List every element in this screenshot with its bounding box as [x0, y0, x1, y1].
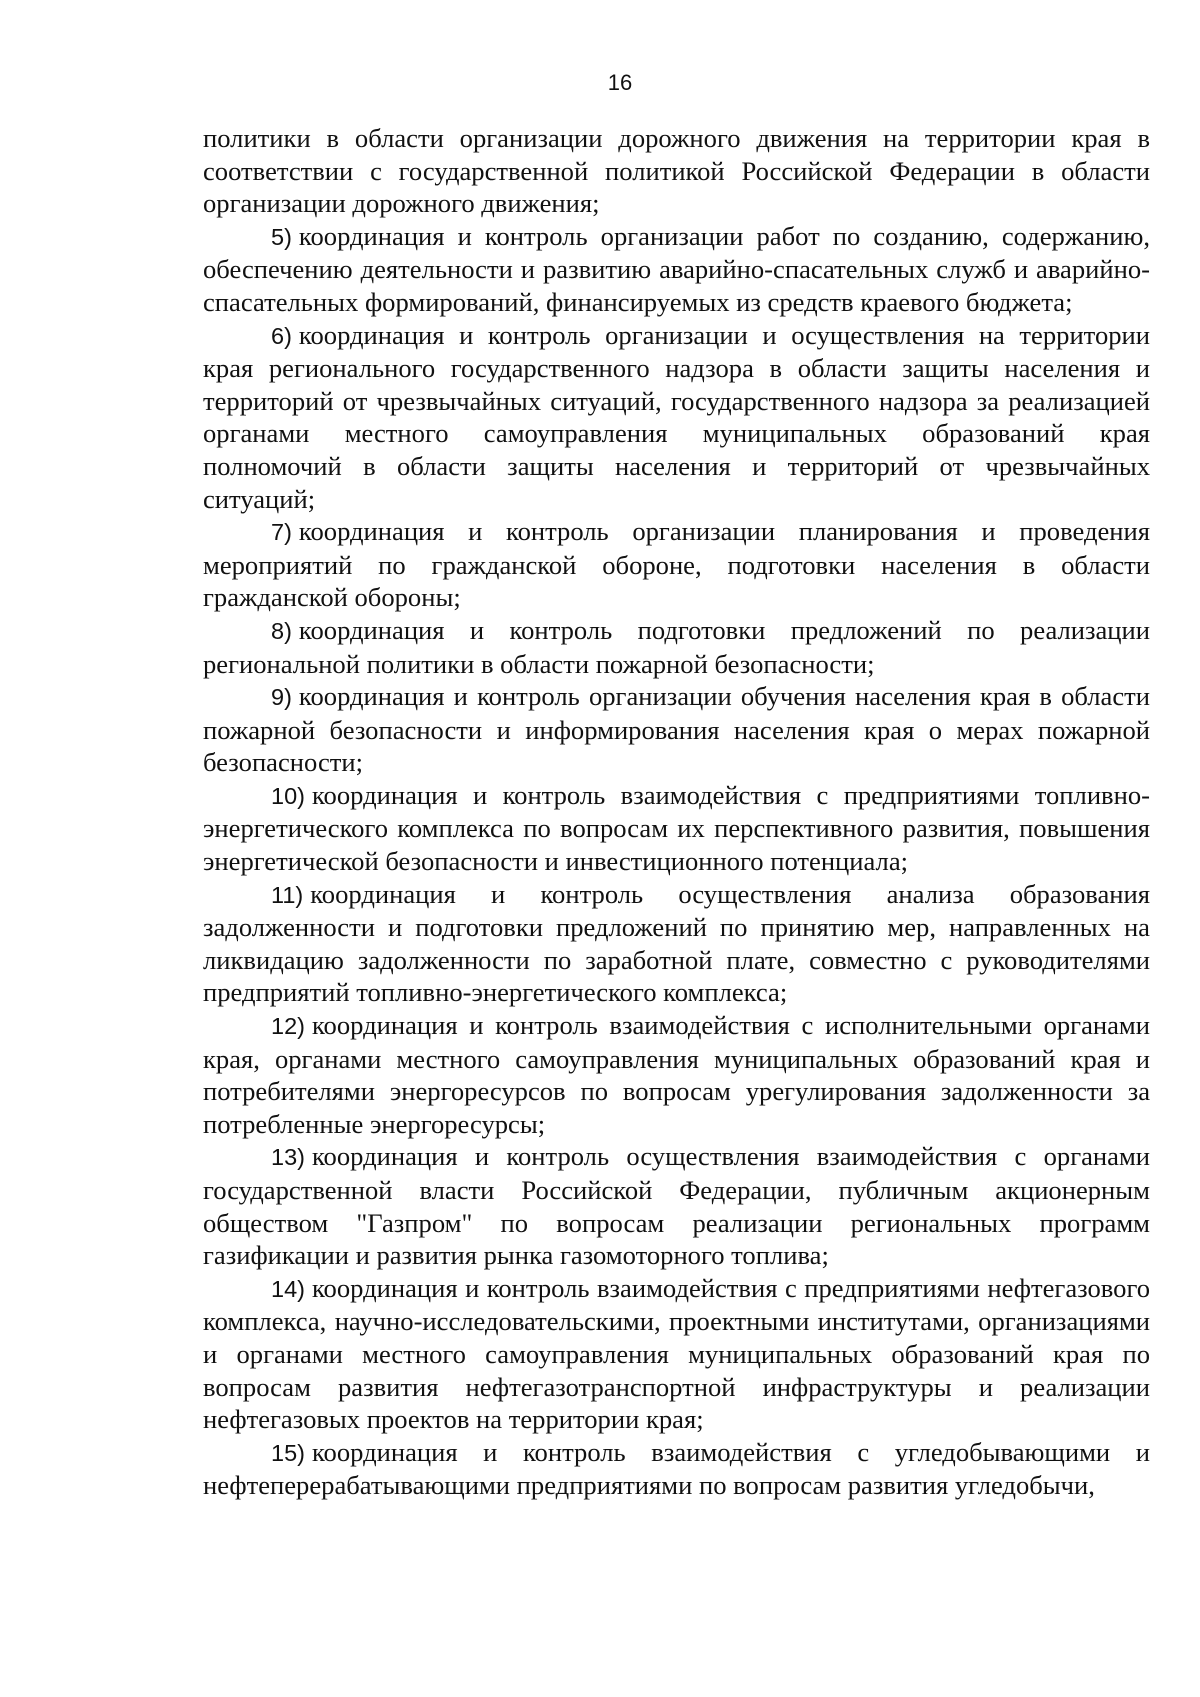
- list-item-number: 7): [271, 519, 292, 546]
- list-item-number: 15): [271, 1439, 305, 1466]
- list-item-text: координация и контроль взаимодействия с предприятиями топливно-энергетического комплекса по вопросам их перспективного развития, повышения энергетической безопасности и инвестиционного потенциала;: [203, 779, 1150, 877]
- list-item-text: координация и контроль подготовки предложений по реализации региональной политики в области пожарной безопасности;: [203, 614, 1150, 679]
- list-item-number: 12): [271, 1013, 305, 1040]
- list-item-6: [203, 319, 1150, 516]
- paragraph-continuation: [203, 122, 1150, 220]
- paragraph-text: политики в области организации дорожного движения на территории края в соответствии с государственной политикой Российской Федерации в области организации дорожного движения;: [203, 123, 1150, 219]
- list-item-number: 8): [271, 617, 292, 644]
- list-item-9: [203, 680, 1150, 779]
- list-item-text: координация и контроль осуществления анализа образования задолженности и подготовки предложений по принятию мер, направленных на ликвидацию задолженности по заработной плате, совместно с руководителями предприятий топливно-энергетического комплекса;: [203, 878, 1150, 1008]
- list-item-14: [203, 1272, 1150, 1436]
- list-item-text: координация и контроль осуществления взаимодействия с органами государственной власти Российской Федерации, публичным акционерным обществом "Газпром" по вопросам реализации региональных программ газификации и развития рынка газомоторного топлива;: [203, 1141, 1150, 1271]
- list-item-text: координация и контроль организации и осуществления на территории края регионального государственного надзора в области защиты населения и территорий от чрезвычайных ситуаций, государственного надзора за реализацией органами местного самоуправления муниципальных образований края полномочий в области защиты населения и территорий от чрезвычайных ситуаций;: [203, 319, 1150, 514]
- list-item-text: координация и контроль организации работ по созданию, содержанию, обеспечению деятельности и развитию аварийно-спасательных служб и аварийно-спасательных формирований, финансируемых из средств краевого бюджета;: [203, 220, 1150, 317]
- list-item-text: координация и контроль организации обучения населения края в области пожарной безопасности и информирования населения края о мерах пожарной безопасности;: [203, 681, 1150, 778]
- list-item-number: 6): [271, 322, 292, 349]
- list-item-text: координация и контроль взаимодействия с исполнительными органами края, органами местного самоуправления муниципальных образований края и потребителями энергоресурсов по вопросам урегулирования задолженности за потребленные энергоресурсы;: [203, 1010, 1150, 1139]
- list-item-8: [203, 614, 1150, 680]
- list-item-number: 5): [271, 223, 292, 250]
- document-body: [203, 122, 1150, 1502]
- list-item-11: [203, 878, 1150, 1009]
- list-item-5: [203, 220, 1150, 319]
- list-item-12: [203, 1009, 1150, 1140]
- list-item-10: [203, 779, 1150, 878]
- list-item-text: координация и контроль взаимодействия с предприятиями нефтегазового комплекса, научно-исследовательскими, проектными институтами, организациями и органами местного самоуправления муниципальных образований края по вопросам развития нефтегазотранспортной инфраструктуры и реализации нефтегазовых проектов на территории края;: [203, 1272, 1150, 1435]
- list-item-15: [203, 1436, 1150, 1502]
- list-item-number: 9): [271, 684, 292, 711]
- list-item-number: 10): [271, 782, 305, 809]
- page-number: 16: [607, 70, 633, 95]
- list-item-number: 13): [271, 1144, 305, 1171]
- list-item-7: [203, 515, 1150, 614]
- list-item-text: координация и контроль взаимодействия с угледобывающими и нефтеперерабатывающими предприятиями по вопросам развития угледобычи,: [203, 1436, 1150, 1501]
- list-item-text: координация и контроль организации планирования и проведения мероприятий по гражданской обороне, подготовки населения в области гражданской обороны;: [203, 516, 1150, 613]
- list-item-number: 14): [271, 1275, 305, 1302]
- list-item-13: [203, 1140, 1150, 1271]
- list-item-number: 11): [271, 881, 304, 908]
